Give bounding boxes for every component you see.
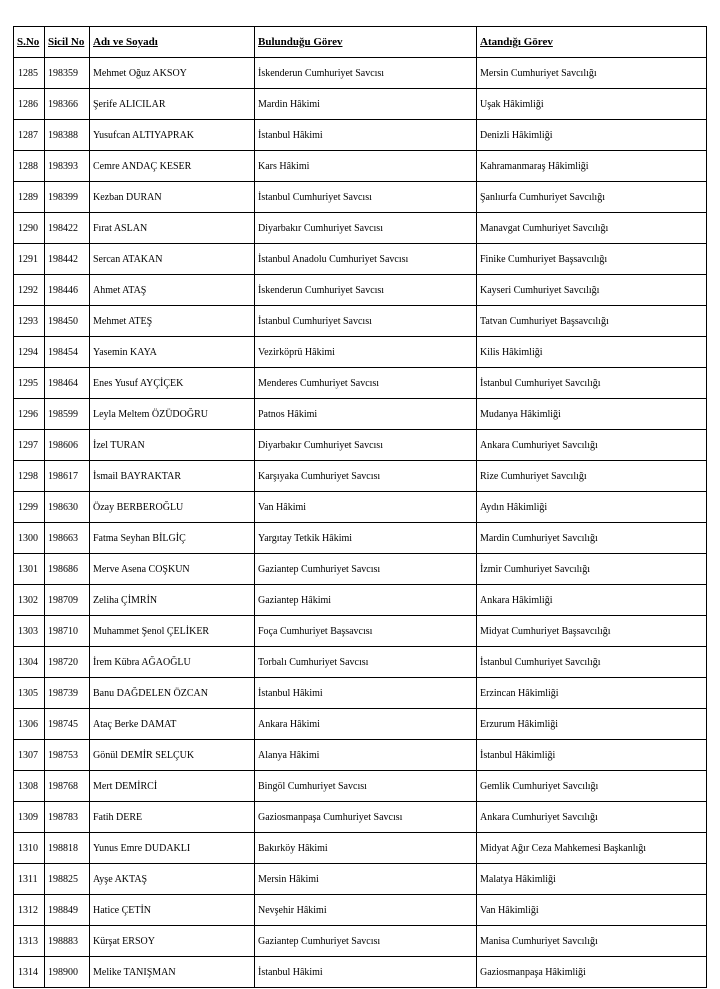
- cell-current-post: Torbalı Cumhuriyet Savcısı: [255, 647, 477, 678]
- cell-sno: 1294: [14, 337, 45, 368]
- cell-sicil-no: 198663: [45, 523, 90, 554]
- cell-assigned-post: Denizli Hâkimliği: [477, 120, 707, 151]
- cell-assigned-post: Ankara Cumhuriyet Savcılığı: [477, 430, 707, 461]
- appointments-table: [13, 26, 707, 988]
- cell-current-post: Diyarbakır Cumhuriyet Savcısı: [255, 430, 477, 461]
- cell-name: Fırat ASLAN: [90, 213, 255, 244]
- cell-name: Zeliha ÇİMRİN: [90, 585, 255, 616]
- cell-sicil-no: 198825: [45, 864, 90, 895]
- cell-sno: 1314: [14, 957, 45, 988]
- cell-name: İsmail BAYRAKTAR: [90, 461, 255, 492]
- cell-sno: 1295: [14, 368, 45, 399]
- cell-sno: 1312: [14, 895, 45, 926]
- table-row: [14, 616, 707, 647]
- cell-current-post: İstanbul Hâkimi: [255, 120, 477, 151]
- table-row: [14, 337, 707, 368]
- cell-sno: 1292: [14, 275, 45, 306]
- cell-name: Yunus Emre DUDAKLI: [90, 833, 255, 864]
- cell-assigned-post: İstanbul Cumhuriyet Savcılığı: [477, 368, 707, 399]
- cell-sicil-no: 198388: [45, 120, 90, 151]
- cell-current-post: Gaziantep Cumhuriyet Savcısı: [255, 554, 477, 585]
- cell-assigned-post: İstanbul Cumhuriyet Savcılığı: [477, 647, 707, 678]
- cell-current-post: Gaziosmanpaşa Cumhuriyet Savcısı: [255, 802, 477, 833]
- cell-sno: 1305: [14, 678, 45, 709]
- cell-sno: 1285: [14, 58, 45, 89]
- cell-name: Mehmet Oğuz AKSOY: [90, 58, 255, 89]
- table-row: [14, 709, 707, 740]
- table-row: [14, 399, 707, 430]
- cell-assigned-post: Midyat Ağır Ceza Mahkemesi Başkanlığı: [477, 833, 707, 864]
- cell-current-post: Vezirköprü Hâkimi: [255, 337, 477, 368]
- cell-name: Kezban DURAN: [90, 182, 255, 213]
- table-row: [14, 461, 707, 492]
- table-row: [14, 151, 707, 182]
- header-assigned-post: Atandığı Görev: [477, 27, 707, 58]
- cell-current-post: Patnos Hâkimi: [255, 399, 477, 430]
- cell-sicil-no: 198450: [45, 306, 90, 337]
- cell-assigned-post: Gemlik Cumhuriyet Savcılığı: [477, 771, 707, 802]
- cell-current-post: Karşıyaka Cumhuriyet Savcısı: [255, 461, 477, 492]
- cell-name: Muhammet Şenol ÇELİKER: [90, 616, 255, 647]
- table-row: [14, 833, 707, 864]
- cell-current-post: Kars Hâkimi: [255, 151, 477, 182]
- cell-name: Ayşe AKTAŞ: [90, 864, 255, 895]
- cell-assigned-post: Kayseri Cumhuriyet Savcılığı: [477, 275, 707, 306]
- cell-sicil-no: 198900: [45, 957, 90, 988]
- table-row: [14, 554, 707, 585]
- table-row: [14, 647, 707, 678]
- cell-sno: 1302: [14, 585, 45, 616]
- cell-sno: 1307: [14, 740, 45, 771]
- cell-sno: 1291: [14, 244, 45, 275]
- cell-current-post: Mardin Hâkimi: [255, 89, 477, 120]
- table-row: [14, 492, 707, 523]
- cell-current-post: Bingöl Cumhuriyet Savcısı: [255, 771, 477, 802]
- cell-sno: 1297: [14, 430, 45, 461]
- cell-assigned-post: Mudanya Hâkimliği: [477, 399, 707, 430]
- cell-name: Fatma Seyhan BİLGİÇ: [90, 523, 255, 554]
- cell-assigned-post: Manavgat Cumhuriyet Savcılığı: [477, 213, 707, 244]
- cell-current-post: İstanbul Anadolu Cumhuriyet Savcısı: [255, 244, 477, 275]
- header-name: Adı ve Soyadı: [90, 27, 255, 58]
- cell-sno: 1308: [14, 771, 45, 802]
- cell-sicil-no: 198710: [45, 616, 90, 647]
- cell-current-post: İstanbul Cumhuriyet Savcısı: [255, 182, 477, 213]
- cell-sno: 1287: [14, 120, 45, 151]
- cell-sicil-no: 198883: [45, 926, 90, 957]
- cell-current-post: Bakırköy Hâkimi: [255, 833, 477, 864]
- cell-current-post: Van Hâkimi: [255, 492, 477, 523]
- cell-assigned-post: Kahramanmaraş Hâkimliği: [477, 151, 707, 182]
- table-row: [14, 740, 707, 771]
- table-body: [14, 58, 707, 988]
- cell-current-post: Yargıtay Tetkik Hâkimi: [255, 523, 477, 554]
- cell-name: Mert DEMİRCİ: [90, 771, 255, 802]
- cell-sno: 1299: [14, 492, 45, 523]
- cell-sicil-no: 198849: [45, 895, 90, 926]
- cell-current-post: İstanbul Cumhuriyet Savcısı: [255, 306, 477, 337]
- cell-sicil-no: 198745: [45, 709, 90, 740]
- cell-sicil-no: 198686: [45, 554, 90, 585]
- table-row: [14, 864, 707, 895]
- cell-name: Mehmet ATEŞ: [90, 306, 255, 337]
- cell-name: İrem Kübra AĞAOĞLU: [90, 647, 255, 678]
- cell-sno: 1309: [14, 802, 45, 833]
- cell-assigned-post: Midyat Cumhuriyet Başsavcılığı: [477, 616, 707, 647]
- table-row: [14, 430, 707, 461]
- cell-name: Fatih DERE: [90, 802, 255, 833]
- table-row: [14, 926, 707, 957]
- cell-assigned-post: Erzurum Hâkimliği: [477, 709, 707, 740]
- cell-assigned-post: Rize Cumhuriyet Savcılığı: [477, 461, 707, 492]
- cell-sicil-no: 198464: [45, 368, 90, 399]
- cell-sno: 1298: [14, 461, 45, 492]
- cell-sicil-no: 198454: [45, 337, 90, 368]
- cell-name: Cemre ANDAÇ KESER: [90, 151, 255, 182]
- cell-sicil-no: 198630: [45, 492, 90, 523]
- cell-sicil-no: 198599: [45, 399, 90, 430]
- cell-assigned-post: Erzincan Hâkimliği: [477, 678, 707, 709]
- cell-name: Banu DAĞDELEN ÖZCAN: [90, 678, 255, 709]
- cell-current-post: Gaziantep Cumhuriyet Savcısı: [255, 926, 477, 957]
- cell-name: Kürşat ERSOY: [90, 926, 255, 957]
- header-row: [14, 27, 707, 58]
- cell-sicil-no: 198720: [45, 647, 90, 678]
- cell-name: Özay BERBEROĞLU: [90, 492, 255, 523]
- cell-current-post: İskenderun Cumhuriyet Savcısı: [255, 275, 477, 306]
- cell-assigned-post: Gaziosmanpaşa Hâkimliği: [477, 957, 707, 988]
- table-row: [14, 120, 707, 151]
- table-row: [14, 957, 707, 988]
- cell-name: Şerife ALICILAR: [90, 89, 255, 120]
- cell-assigned-post: Ankara Cumhuriyet Savcılığı: [477, 802, 707, 833]
- cell-current-post: Diyarbakır Cumhuriyet Savcısı: [255, 213, 477, 244]
- cell-current-post: İskenderun Cumhuriyet Savcısı: [255, 58, 477, 89]
- table-header: [14, 27, 707, 58]
- cell-assigned-post: Ankara Hâkimliği: [477, 585, 707, 616]
- cell-sicil-no: 198422: [45, 213, 90, 244]
- cell-sno: 1306: [14, 709, 45, 740]
- table-row: [14, 523, 707, 554]
- cell-assigned-post: Şanlıurfa Cumhuriyet Savcılığı: [477, 182, 707, 213]
- cell-current-post: Menderes Cumhuriyet Savcısı: [255, 368, 477, 399]
- cell-name: Merve Asena COŞKUN: [90, 554, 255, 585]
- cell-sno: 1301: [14, 554, 45, 585]
- table-row: [14, 368, 707, 399]
- cell-sno: 1313: [14, 926, 45, 957]
- cell-sicil-no: 198446: [45, 275, 90, 306]
- table-row: [14, 182, 707, 213]
- cell-name: Yusufcan ALTIYAPRAK: [90, 120, 255, 151]
- cell-sno: 1303: [14, 616, 45, 647]
- cell-sicil-no: 198359: [45, 58, 90, 89]
- cell-assigned-post: İzmir Cumhuriyet Savcılığı: [477, 554, 707, 585]
- cell-name: Ahmet ATAŞ: [90, 275, 255, 306]
- cell-sno: 1290: [14, 213, 45, 244]
- cell-sicil-no: 198768: [45, 771, 90, 802]
- cell-sno: 1293: [14, 306, 45, 337]
- table-row: [14, 89, 707, 120]
- cell-name: Ataç Berke DAMAT: [90, 709, 255, 740]
- cell-sicil-no: 198442: [45, 244, 90, 275]
- cell-sno: 1289: [14, 182, 45, 213]
- table-row: [14, 771, 707, 802]
- cell-sicil-no: 198366: [45, 89, 90, 120]
- cell-current-post: Nevşehir Hâkimi: [255, 895, 477, 926]
- cell-current-post: Ankara Hâkimi: [255, 709, 477, 740]
- cell-sicil-no: 198783: [45, 802, 90, 833]
- cell-sno: 1311: [14, 864, 45, 895]
- cell-assigned-post: Kilis Hâkimliği: [477, 337, 707, 368]
- cell-name: İzel TURAN: [90, 430, 255, 461]
- cell-sicil-no: 198739: [45, 678, 90, 709]
- cell-assigned-post: Finike Cumhuriyet Başsavcılığı: [477, 244, 707, 275]
- cell-name: Enes Yusuf AYÇİÇEK: [90, 368, 255, 399]
- cell-sno: 1310: [14, 833, 45, 864]
- cell-sicil-no: 198606: [45, 430, 90, 461]
- cell-name: Sercan ATAKAN: [90, 244, 255, 275]
- cell-assigned-post: Uşak Hâkimliği: [477, 89, 707, 120]
- cell-sicil-no: 198393: [45, 151, 90, 182]
- table-row: [14, 585, 707, 616]
- cell-name: Melike TANIŞMAN: [90, 957, 255, 988]
- table-row: [14, 895, 707, 926]
- cell-current-post: Foça Cumhuriyet Başsavcısı: [255, 616, 477, 647]
- cell-sno: 1300: [14, 523, 45, 554]
- cell-sicil-no: 198617: [45, 461, 90, 492]
- cell-name: Hatice ÇETİN: [90, 895, 255, 926]
- cell-assigned-post: Aydın Hâkimliği: [477, 492, 707, 523]
- cell-sno: 1296: [14, 399, 45, 430]
- cell-sicil-no: 198753: [45, 740, 90, 771]
- header-sno: S.No: [14, 27, 45, 58]
- cell-current-post: Gaziantep Hâkimi: [255, 585, 477, 616]
- cell-current-post: İstanbul Hâkimi: [255, 957, 477, 988]
- cell-name: Yasemin KAYA: [90, 337, 255, 368]
- cell-current-post: Mersin Hâkimi: [255, 864, 477, 895]
- header-sicil-no: Sicil No: [45, 27, 90, 58]
- cell-assigned-post: İstanbul Hâkimliği: [477, 740, 707, 771]
- cell-assigned-post: Manisa Cumhuriyet Savcılığı: [477, 926, 707, 957]
- table-row: [14, 275, 707, 306]
- cell-sno: 1304: [14, 647, 45, 678]
- table-row: [14, 678, 707, 709]
- cell-name: Leyla Meltem ÖZÜDOĞRU: [90, 399, 255, 430]
- cell-current-post: İstanbul Hâkimi: [255, 678, 477, 709]
- table-row: [14, 58, 707, 89]
- cell-assigned-post: Tatvan Cumhuriyet Başsavcılığı: [477, 306, 707, 337]
- cell-sicil-no: 198818: [45, 833, 90, 864]
- header-current-post: Bulunduğu Görev: [255, 27, 477, 58]
- cell-sno: 1286: [14, 89, 45, 120]
- cell-sno: 1288: [14, 151, 45, 182]
- table-row: [14, 802, 707, 833]
- cell-assigned-post: Mersin Cumhuriyet Savcılığı: [477, 58, 707, 89]
- table-row: [14, 213, 707, 244]
- table-row: [14, 306, 707, 337]
- table-row: [14, 244, 707, 275]
- cell-sicil-no: 198399: [45, 182, 90, 213]
- cell-current-post: Alanya Hâkimi: [255, 740, 477, 771]
- cell-assigned-post: Malatya Hâkimliği: [477, 864, 707, 895]
- cell-assigned-post: Mardin Cumhuriyet Savcılığı: [477, 523, 707, 554]
- cell-assigned-post: Van Hâkimliği: [477, 895, 707, 926]
- cell-name: Gönül DEMİR SELÇUK: [90, 740, 255, 771]
- cell-sicil-no: 198709: [45, 585, 90, 616]
